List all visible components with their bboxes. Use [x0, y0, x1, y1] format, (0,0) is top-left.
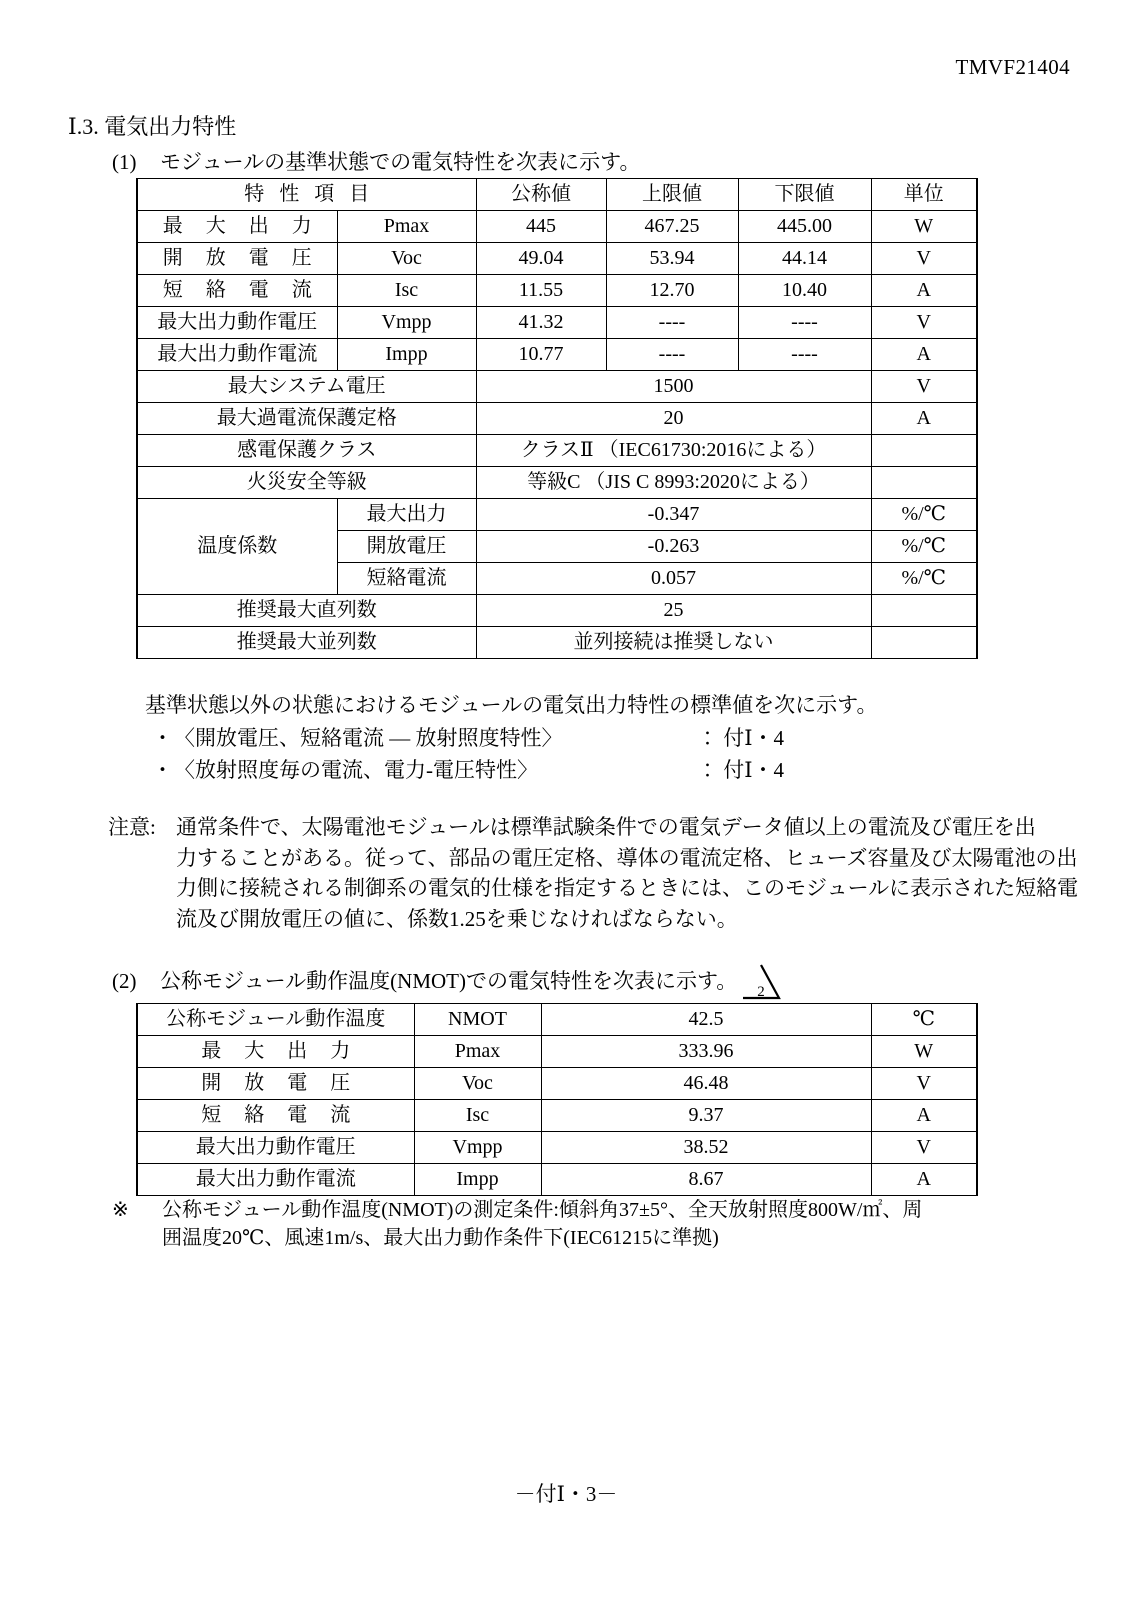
row-label: 最 大 出 力	[137, 211, 337, 243]
notes-intro-text: 基準状態以外の状態におけるモジュールの電気出力特性の標準値を次に示す。	[145, 693, 878, 717]
row-lower: 44.14	[738, 243, 871, 275]
row-unit: A	[871, 403, 977, 435]
caution-line: 流及び開放電圧の値に、係数1.25を乗じなければならない。	[176, 906, 738, 931]
bullet-marker: ・	[152, 726, 173, 750]
row-value: 42.5	[541, 1004, 871, 1036]
temp-coeff-item-name: 開放電圧	[337, 531, 476, 563]
table-row	[137, 1036, 977, 1068]
subsection-2-text: 公称モジュール動作温度(NMOT)での電気特性を次表に示す。	[160, 969, 738, 993]
temp-coeff-item-unit: %/℃	[871, 499, 977, 531]
row-symbol: Vmpp	[414, 1132, 541, 1164]
row-label: 推奨最大直列数	[137, 595, 476, 627]
temp-coeff-item-name: 最大出力	[337, 499, 476, 531]
row-value: 1500	[476, 371, 871, 403]
nmot-characteristics-table	[136, 1003, 978, 1196]
row-unit	[871, 627, 977, 659]
row-lower: ----	[738, 307, 871, 339]
row-value: 333.96	[541, 1036, 871, 1068]
row-label: 最大出力動作電圧	[137, 307, 337, 339]
row-upper: ----	[606, 307, 738, 339]
row-symbol: Impp	[337, 339, 476, 371]
row-label: 最大出力動作電流	[137, 339, 337, 371]
row-label: 感電保護クラス	[137, 435, 476, 467]
caution-line: 力側に接続される制御系の電気的仕様を指定するときには、このモジュールに表示された短絡電	[176, 876, 1079, 901]
row-value: 並列接続は推奨しない	[476, 627, 871, 659]
row-lower: 10.40	[738, 275, 871, 307]
table-row	[137, 499, 977, 531]
caution-line: 力することがある。従って、部品の電圧定格、導体の電流定格、ヒューズ容量及び太陽電池の出	[176, 845, 1078, 870]
subsection-1-heading	[112, 146, 640, 176]
page-number: －付Ⅰ・3－	[514, 1482, 618, 1506]
table-row	[137, 1132, 977, 1164]
subsection-2-heading	[112, 965, 737, 995]
row-symbol: Isc	[337, 275, 476, 307]
page-title: Ⅰ.3. 電気出力特性	[68, 114, 237, 139]
row-nominal: 10.77	[476, 339, 606, 371]
row-lower: 445.00	[738, 211, 871, 243]
row-symbol: Pmax	[414, 1036, 541, 1068]
table-row	[137, 339, 977, 371]
caution-body	[176, 812, 1079, 935]
row-unit: V	[871, 307, 977, 339]
table-row	[137, 595, 977, 627]
temp-coeff-item-name: 短絡電流	[337, 563, 476, 595]
table-row	[137, 243, 977, 275]
row-unit	[871, 595, 977, 627]
row-lower: ----	[738, 339, 871, 371]
row-unit: W	[871, 211, 977, 243]
row-value: 38.52	[541, 1132, 871, 1164]
row-label: 開 放 電 圧	[137, 243, 337, 275]
col-header-unit: 単位	[871, 179, 977, 211]
row-value: 25	[476, 595, 871, 627]
row-upper: ----	[606, 339, 738, 371]
temp-coeff-item-value: -0.347	[476, 499, 871, 531]
row-value: 9.37	[541, 1100, 871, 1132]
temp-coeff-item-value: -0.263	[476, 531, 871, 563]
row-value: 等級C （JIS C 8993:2020による）	[476, 467, 871, 499]
row-symbol: Impp	[414, 1164, 541, 1196]
col-header-lower: 下限値	[738, 179, 871, 211]
row-unit: ℃	[871, 1004, 977, 1036]
row-nominal: 49.04	[476, 243, 606, 275]
row-label: 最大システム電圧	[137, 371, 476, 403]
list-item	[152, 754, 785, 784]
table-row	[137, 211, 977, 243]
table-row	[137, 1068, 977, 1100]
temp-coeff-label: 温度係数	[137, 499, 337, 595]
row-unit: V	[871, 1132, 977, 1164]
row-label: 火災安全等級	[137, 467, 476, 499]
row-unit	[871, 467, 977, 499]
bullet-reference: ： 付Ⅰ・4	[697, 726, 785, 750]
row-nominal: 445	[476, 211, 606, 243]
bullet-marker: ・	[152, 758, 173, 782]
row-unit: A	[871, 275, 977, 307]
row-upper: 12.70	[606, 275, 738, 307]
row-value: 8.67	[541, 1164, 871, 1196]
table-row	[137, 1004, 977, 1036]
row-label: 開 放 電 圧	[137, 1068, 414, 1100]
row-label: 最 大 出 力	[137, 1036, 414, 1068]
table-row	[137, 1164, 977, 1196]
row-symbol: Isc	[414, 1100, 541, 1132]
row-unit: V	[871, 243, 977, 275]
nmot-footnote	[112, 1196, 1042, 1253]
caution-label: 注意:	[108, 815, 156, 839]
caution-block	[108, 812, 1079, 935]
temp-coeff-item-value: 0.057	[476, 563, 871, 595]
row-value: クラスⅡ （IEC61730:2016による）	[476, 435, 871, 467]
footnote-text	[162, 1196, 1042, 1253]
row-symbol: NMOT	[414, 1004, 541, 1036]
subsection-1-number: (1)	[112, 150, 137, 174]
caution-line: 通常条件で、太陽電池モジュールは標準試験条件での電気データ値以上の電流及び電圧を出	[176, 815, 1036, 839]
table-row	[137, 467, 977, 499]
row-unit: V	[871, 371, 977, 403]
list-item	[152, 722, 785, 752]
row-symbol: Voc	[414, 1068, 541, 1100]
temp-coeff-item-unit: %/℃	[871, 531, 977, 563]
row-upper: 53.94	[606, 243, 738, 275]
row-label: 短 絡 電 流	[137, 275, 337, 307]
footnote-line: 公称モジュール動作温度(NMOT)の測定条件:傾斜角37±5°、全天放射照度800W/㎡、周	[162, 1199, 923, 1221]
row-unit: A	[871, 339, 977, 371]
bullet-reference: ： 付Ⅰ・4	[697, 758, 785, 782]
subsection-2-number: (2)	[112, 969, 137, 993]
row-value: 46.48	[541, 1068, 871, 1100]
table-header-row	[137, 179, 977, 211]
col-header-nominal: 公称値	[476, 179, 606, 211]
table-row	[137, 403, 977, 435]
svg-text:2: 2	[757, 984, 765, 1000]
table-row	[137, 627, 977, 659]
row-nominal: 11.55	[476, 275, 606, 307]
bullet-text: 〈開放電圧、短絡電流 ― 放射照度特性〉	[174, 726, 563, 750]
row-label: 最大過電流保護定格	[137, 403, 476, 435]
col-header-item: 特 性 項 目	[137, 179, 476, 211]
table-row	[137, 275, 977, 307]
subsection-1-text: モジュールの基準状態での電気特性を次表に示す。	[160, 150, 641, 174]
row-label: 公称モジュール動作温度	[137, 1004, 414, 1036]
bullet-text: 〈放射照度毎の電流、電力-電圧特性〉	[174, 758, 538, 782]
electrical-characteristics-table	[136, 178, 978, 659]
col-header-upper: 上限値	[606, 179, 738, 211]
revision-triangle-icon	[740, 962, 782, 1000]
row-unit	[871, 435, 977, 467]
row-symbol: Voc	[337, 243, 476, 275]
footnote-marker: ※	[112, 1199, 129, 1221]
row-symbol: Pmax	[337, 211, 476, 243]
document-code: TMVF21404	[955, 55, 1070, 79]
row-nominal: 41.32	[476, 307, 606, 339]
row-label: 最大出力動作電流	[137, 1164, 414, 1196]
row-symbol: Vmpp	[337, 307, 476, 339]
table-row	[137, 435, 977, 467]
row-label: 最大出力動作電圧	[137, 1132, 414, 1164]
table-row	[137, 1100, 977, 1132]
footnote-line: 囲温度20℃、風速1m/s、最大出力動作条件下(IEC61215に準拠)	[162, 1227, 719, 1250]
row-label: 短 絡 電 流	[137, 1100, 414, 1132]
row-unit: V	[871, 1068, 977, 1100]
row-label: 推奨最大並列数	[137, 627, 476, 659]
temp-coeff-item-unit: %/℃	[871, 563, 977, 595]
row-unit: W	[871, 1036, 977, 1068]
row-value: 20	[476, 403, 871, 435]
row-upper: 467.25	[606, 211, 738, 243]
row-unit: A	[871, 1100, 977, 1132]
table-row	[137, 371, 977, 403]
row-unit: A	[871, 1164, 977, 1196]
table-row	[137, 307, 977, 339]
